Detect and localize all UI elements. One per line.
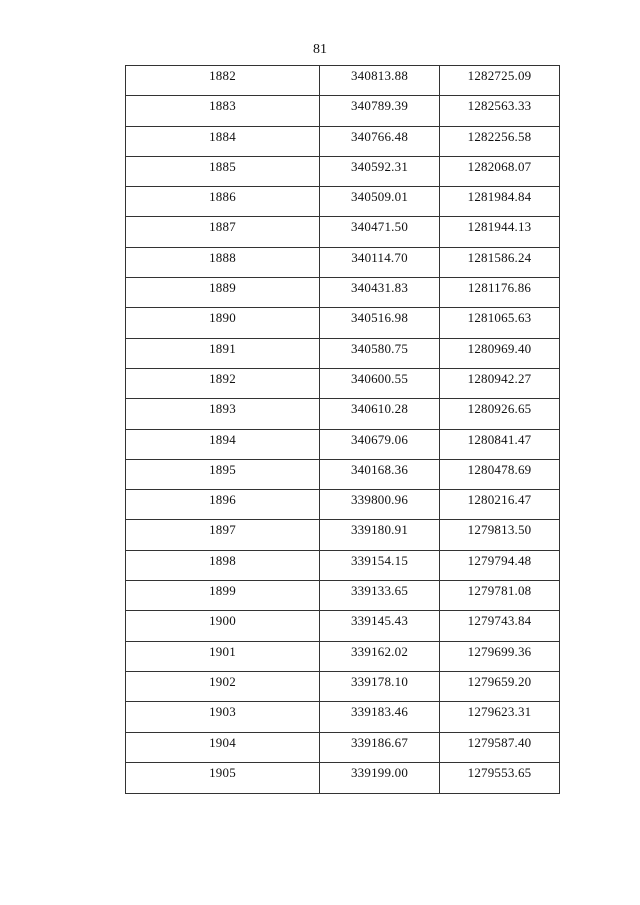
point-number-cell: 1892 — [126, 368, 320, 398]
y-coordinate-cell: 1279553.65 — [440, 762, 560, 793]
y-coordinate-cell: 1279587.40 — [440, 732, 560, 762]
table-row — [126, 217, 560, 247]
point-number-cell: 1893 — [126, 399, 320, 429]
x-coordinate-cell: 339178.10 — [320, 671, 440, 701]
y-coordinate-cell: 1280216.47 — [440, 490, 560, 520]
x-coordinate-cell: 340813.88 — [320, 66, 440, 96]
point-number-cell: 1886 — [126, 187, 320, 217]
table-row — [126, 187, 560, 217]
table-row — [126, 247, 560, 277]
point-number-cell: 1902 — [126, 671, 320, 701]
table-row — [126, 338, 560, 368]
y-coordinate-cell: 1280841.47 — [440, 429, 560, 459]
point-number-cell: 1883 — [126, 96, 320, 126]
y-coordinate-cell: 1281065.63 — [440, 308, 560, 338]
y-coordinate-cell: 1279659.20 — [440, 671, 560, 701]
x-coordinate-cell: 340114.70 — [320, 247, 440, 277]
x-coordinate-cell: 340789.39 — [320, 96, 440, 126]
x-coordinate-cell: 340516.98 — [320, 308, 440, 338]
x-coordinate-cell: 339154.15 — [320, 550, 440, 580]
point-number-cell: 1897 — [126, 520, 320, 550]
point-number-cell: 1888 — [126, 247, 320, 277]
x-coordinate-cell: 340592.31 — [320, 156, 440, 186]
point-number-cell: 1901 — [126, 641, 320, 671]
y-coordinate-cell: 1279743.84 — [440, 611, 560, 641]
table-row — [126, 641, 560, 671]
x-coordinate-cell: 339133.65 — [320, 581, 440, 611]
table-row — [126, 368, 560, 398]
y-coordinate-cell: 1279699.36 — [440, 641, 560, 671]
point-number-cell: 1894 — [126, 429, 320, 459]
y-coordinate-cell: 1280926.65 — [440, 399, 560, 429]
point-number-cell: 1900 — [126, 611, 320, 641]
y-coordinate-cell: 1279623.31 — [440, 702, 560, 732]
x-coordinate-cell: 340471.50 — [320, 217, 440, 247]
x-coordinate-cell: 339183.46 — [320, 702, 440, 732]
table-row — [126, 762, 560, 793]
y-coordinate-cell: 1282725.09 — [440, 66, 560, 96]
x-coordinate-cell: 340168.36 — [320, 459, 440, 489]
point-number-cell: 1890 — [126, 308, 320, 338]
table-row — [126, 429, 560, 459]
y-coordinate-cell: 1281176.86 — [440, 278, 560, 308]
coordinates-table-body — [126, 66, 560, 794]
point-number-cell: 1903 — [126, 702, 320, 732]
y-coordinate-cell: 1281944.13 — [440, 217, 560, 247]
table-row — [126, 581, 560, 611]
y-coordinate-cell: 1281984.84 — [440, 187, 560, 217]
x-coordinate-cell: 340509.01 — [320, 187, 440, 217]
point-number-cell: 1887 — [126, 217, 320, 247]
x-coordinate-cell: 339186.67 — [320, 732, 440, 762]
y-coordinate-cell: 1282563.33 — [440, 96, 560, 126]
table-row — [126, 156, 560, 186]
y-coordinate-cell: 1279813.50 — [440, 520, 560, 550]
y-coordinate-cell: 1280942.27 — [440, 368, 560, 398]
y-coordinate-cell: 1280478.69 — [440, 459, 560, 489]
point-number-cell: 1889 — [126, 278, 320, 308]
point-number-cell: 1904 — [126, 732, 320, 762]
y-coordinate-cell: 1280969.40 — [440, 338, 560, 368]
point-number-cell: 1882 — [126, 66, 320, 96]
x-coordinate-cell: 340431.83 — [320, 278, 440, 308]
table-row — [126, 96, 560, 126]
x-coordinate-cell: 339180.91 — [320, 520, 440, 550]
point-number-cell: 1895 — [126, 459, 320, 489]
table-row — [126, 459, 560, 489]
x-coordinate-cell: 339800.96 — [320, 490, 440, 520]
table-row — [126, 611, 560, 641]
table-row — [126, 671, 560, 701]
table-row — [126, 490, 560, 520]
x-coordinate-cell: 340610.28 — [320, 399, 440, 429]
coordinates-table — [125, 65, 560, 794]
point-number-cell: 1899 — [126, 581, 320, 611]
y-coordinate-cell: 1279794.48 — [440, 550, 560, 580]
point-number-cell: 1884 — [126, 126, 320, 156]
y-coordinate-cell: 1282256.58 — [440, 126, 560, 156]
point-number-cell: 1896 — [126, 490, 320, 520]
point-number-cell: 1885 — [126, 156, 320, 186]
x-coordinate-cell: 340679.06 — [320, 429, 440, 459]
page-number: 81 — [313, 42, 327, 57]
table-row — [126, 550, 560, 580]
x-coordinate-cell: 339162.02 — [320, 641, 440, 671]
table-row — [126, 278, 560, 308]
table-row — [126, 308, 560, 338]
point-number-cell: 1891 — [126, 338, 320, 368]
table-row — [126, 702, 560, 732]
table-row — [126, 520, 560, 550]
point-number-cell: 1905 — [126, 762, 320, 793]
table-row — [126, 732, 560, 762]
x-coordinate-cell: 340766.48 — [320, 126, 440, 156]
y-coordinate-cell: 1281586.24 — [440, 247, 560, 277]
x-coordinate-cell: 340600.55 — [320, 368, 440, 398]
table-row — [126, 399, 560, 429]
x-coordinate-cell: 339199.00 — [320, 762, 440, 793]
y-coordinate-cell: 1282068.07 — [440, 156, 560, 186]
table-row — [126, 66, 560, 96]
y-coordinate-cell: 1279781.08 — [440, 581, 560, 611]
point-number-cell: 1898 — [126, 550, 320, 580]
table-row — [126, 126, 560, 156]
x-coordinate-cell: 340580.75 — [320, 338, 440, 368]
x-coordinate-cell: 339145.43 — [320, 611, 440, 641]
